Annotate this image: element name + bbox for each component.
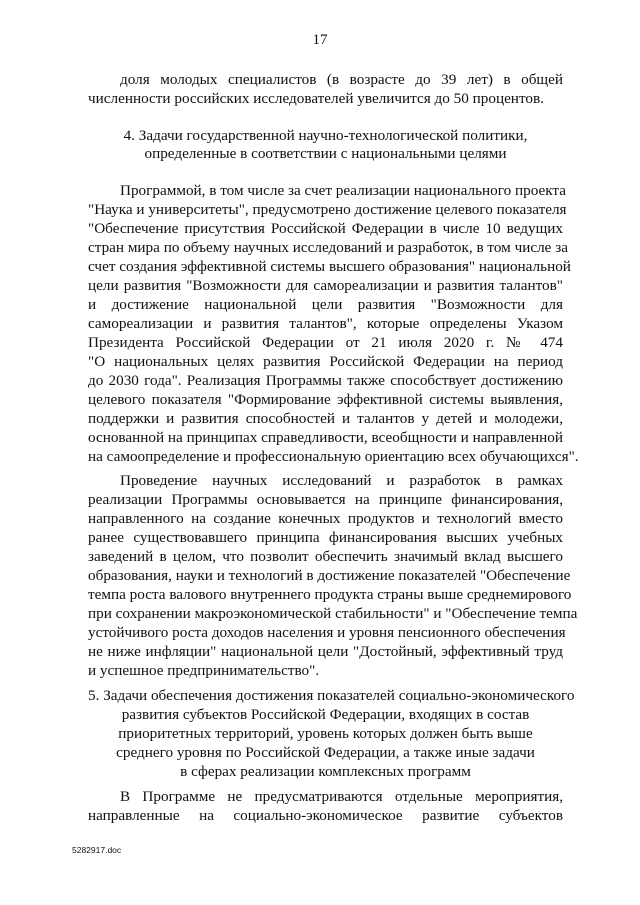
paragraph-line: Проведение научных исследований и разработок в рамках xyxy=(120,472,563,489)
paragraph-line: доля молодых специалистов (в возрасте до 39 лет) в общей xyxy=(120,71,563,88)
paragraph-line: реализации Программы основывается на принципе финансирования, xyxy=(88,491,563,508)
paragraph-line: В Программе не предусматриваются отдельные мероприятия, xyxy=(120,788,563,805)
paragraph-line: образования, науки и технологий в достижение показателей "Обеспечение xyxy=(88,567,571,584)
section-heading: 5. Задачи обеспечения достижения показателей социально-экономического xyxy=(88,687,575,704)
document-filename: 5282917.doc xyxy=(72,845,122,855)
paragraph-line: целевого показателя "Формирование эффективной системы выявления, xyxy=(88,391,563,408)
section-heading: определенные в соответствии с национальными целями xyxy=(144,145,507,162)
paragraph-line: счет создания эффективной системы высшего образования" национальной xyxy=(88,258,571,275)
paragraph-line: темпа роста валового внутреннего продукта страны выше среднемирового xyxy=(88,586,572,603)
paragraph-line: стран мира по объему научных исследований и разработок, в том числе за xyxy=(88,239,568,256)
paragraph-line: самореализации и развития талантов", которые определены Указом xyxy=(88,315,563,332)
paragraph-line: "Наука и университеты", предусмотрено достижение целевого показателя xyxy=(88,201,567,218)
paragraph-line: направленные на социально-экономическое развитие субъектов xyxy=(88,807,563,824)
paragraph-line: Президента Российской Федерации от 21 июля 2020 г. № 474 xyxy=(88,334,563,351)
paragraph-line: направленного на создание конечных продуктов и технологий вместо xyxy=(88,510,563,527)
paragraph-line: поддержки и развития способностей и талантов у детей и молодежи, xyxy=(88,410,563,427)
paragraph-line: численности российских исследователей увеличится до 50 процентов. xyxy=(88,90,544,107)
paragraph-line: заведений в целом, что позволит обеспечить значимый вклад высшего xyxy=(88,548,563,565)
section-heading: развития субъектов Российской Федерации, входящих в состав xyxy=(121,706,530,723)
paragraph-line: и достижение национальной цели развития "Возможности для xyxy=(88,296,563,313)
paragraph-line: "Обеспечение присутствия Российской Федерации в числе 10 ведущих xyxy=(88,220,563,237)
paragraph-line: до 2030 года". Реализация Программы также способствует достижению xyxy=(88,372,563,389)
section-heading: среднего уровня по Российской Федерации, а также иные задачи xyxy=(116,744,535,761)
paragraph-line: устойчивого роста доходов населения и уровня пенсионного обеспечения xyxy=(88,624,566,641)
paragraph-line: не ниже инфляции" национальной цели "Достойный, эффективный труд xyxy=(88,643,563,660)
paragraph-line: и успешное предпринимательство". xyxy=(88,662,320,679)
paragraph-line: Программой, в том числе за счет реализации национального проекта xyxy=(120,182,566,199)
paragraph-line: при сохранении макроэкономической стабильности" и "Обеспечение темпа xyxy=(88,605,578,622)
section-heading: приоритетных территорий, уровень которых должен быть выше xyxy=(118,725,533,742)
paragraph-line: ранее существовавшего принципа финансирования высших учебных xyxy=(88,529,563,546)
section-heading: 4. Задачи государственной научно-технологической политики, xyxy=(123,127,528,144)
paragraph-line: на самоопределение и профессиональную ориентацию всех обучающихся". xyxy=(88,448,579,465)
paragraph-line: "О национальных целях развития Российской Федерации на период xyxy=(88,353,563,370)
paragraph-line: основанной на принципах справедливости, всеобщности и направленной xyxy=(88,429,563,446)
paragraph-line: цели развития "Возможности для самореализации и развития талантов" xyxy=(88,277,563,294)
page-number: 17 xyxy=(312,32,328,48)
section-heading: в сферах реализации комплексных программ xyxy=(180,763,471,780)
